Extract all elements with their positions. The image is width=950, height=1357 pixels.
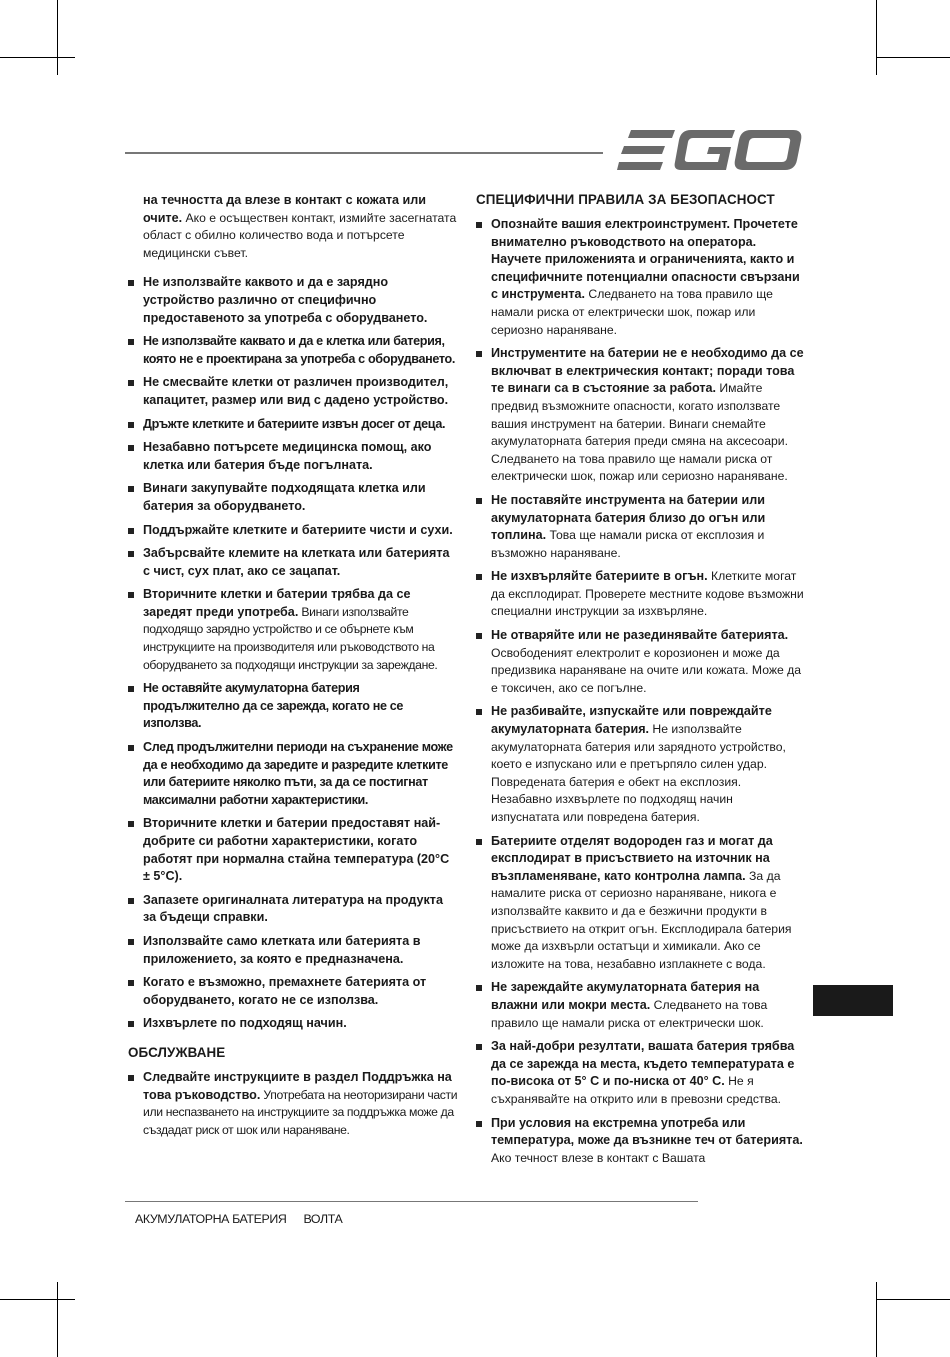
crop-mark: [0, 57, 75, 58]
list-item: [128, 274, 458, 327]
item-normal-text: Освободеният електролит е корозионен и може да предизвика нараняване на очите или кожата. Може да е токсичен, ако се погълне.: [491, 645, 802, 695]
bullet-icon: [476, 985, 482, 991]
list-item: [476, 1038, 804, 1108]
item-bold-text: Изхвърлете по подходящ начин.: [143, 1016, 347, 1031]
item-normal-text: Не използвайте акумулаторната батерия или зарядното устройство, което е изпускано или е претърпяло силен удар. Повредената батерия е обект на експлозия. Незабавно изхвърлете по подходящ начин изпуснатата или повредена батерия.: [491, 722, 786, 824]
item-bold-text: Не смесвайте клетки от различен производител, капацитет, размер или вид с дадено устройство.: [143, 375, 449, 407]
item-bold-text: Не зареждайте акумулаторната батерия на влажни или мокри места.: [491, 980, 760, 1012]
crop-mark: [876, 0, 877, 75]
bullet-icon: [476, 633, 482, 639]
item-normal-text: Ако е осъществен контакт, измийте засегнатата област с обилно количество вода и потърсете медицински съвет.: [143, 210, 457, 260]
bullet-icon: [128, 380, 134, 386]
crop-mark: [876, 57, 950, 58]
item-bold-text: Не използвайте каквато и да е клетка или батерия, която не е проектирана за употреба с оборудването.: [143, 334, 455, 366]
item-normal-text: Ако течност влезе в контакт с Вашата: [491, 1150, 706, 1165]
header-rule: [125, 152, 603, 154]
list-item: [128, 192, 458, 262]
list-item: [476, 703, 804, 826]
item-bold-text: След продължителни периоди на съхранение може да е необходимо да заредите и разредите клетките или батериите няколко пъти, за да се постигнат максимални работни характеристики.: [143, 740, 453, 807]
bullet-icon: [128, 551, 134, 557]
bullet-icon: [128, 686, 134, 692]
list-item: [128, 892, 458, 927]
bullet-icon: [476, 222, 482, 228]
list-item: [128, 480, 458, 515]
item-bold-text: Незабавно потърсете медицинска помощ, ако клетка или батерия бъде погълната.: [143, 440, 432, 472]
item-bold-text: Поддържайте клетките и батериите чисти и сухи.: [143, 522, 453, 537]
item-normal-text: За да намалите риска от сериозно нараняване, никога е използвайте каквито и да е безжични продукти в присъствието на открит огън. Експлодирала батерия може да изхвърли остатъци и химикали. Ако се изложите на това, незабавно изплакнете с вода.: [491, 868, 792, 971]
list-item: [128, 333, 458, 368]
bullet-icon: [128, 486, 134, 492]
list-item: [476, 627, 804, 697]
bullet-icon: [128, 821, 134, 827]
item-normal-text: Клетките могат да експлодират. Проверете местните кодове възможни специални инструкции за изхвърляне.: [491, 569, 804, 619]
item-normal-text: Следването на това правило ще намали риска от електрически шок, пожар или сериозно нараняване.: [491, 287, 773, 337]
bullet-icon: [128, 1075, 134, 1081]
item-normal-text: Употребата на неоторизирани части или неспазването на инструкциите за поддръжка може да създадат риск от шок или нараняване.: [143, 1087, 458, 1137]
list-item: [128, 974, 458, 1009]
bullet-icon: [476, 351, 482, 357]
bullet-icon: [128, 445, 134, 451]
item-bold-text: За най-добри резултати, вашата батерия трябва да се зарежда на места, където температурата е по-висока от 5° C и по-ниска от 40° C.: [491, 1039, 795, 1089]
section-heading-service: ОБСЛУЖВАНЕ: [128, 1044, 226, 1060]
bullet-icon: [128, 898, 134, 904]
list-item: [128, 545, 458, 580]
bullet-icon: [128, 1021, 134, 1027]
item-bold-text: Не изхвърляйте батериите в огън.: [491, 569, 708, 584]
bullet-icon: [476, 1044, 482, 1050]
item-normal-text: Винаги използвайте подходящо зарядно устройство и се обърнете към инструкциите на производителя или ръководството на оборудването за подходящи инструкции за зареждане.: [143, 604, 438, 672]
bullet-icon: [128, 745, 134, 751]
footer: [135, 1212, 356, 1226]
bullet-icon: [128, 280, 134, 286]
item-bold-text: Когато е възможно, премахнете батерията от оборудването, когато не се използва.: [143, 975, 427, 1007]
item-bold-text: Батериите отделят водороден газ и могат да експлодират в присъствието на източник на възпламеняване, като контролна лампа.: [491, 833, 773, 883]
list-item: [128, 680, 458, 733]
crop-mark: [57, 0, 58, 75]
list-item: [476, 492, 804, 562]
list-item: [128, 1015, 458, 1033]
bullet-icon: [476, 574, 482, 580]
list-item: [476, 345, 804, 486]
ego-logo: [617, 128, 803, 174]
item-bold-text: Следвайте инструкциите в раздел Поддръжка на това ръководство.: [143, 1069, 452, 1102]
crop-mark: [876, 1282, 877, 1357]
list-item: [128, 416, 458, 434]
section-heading-specific-rules: СПЕЦИФИЧНИ ПРАВИЛА ЗА БЕЗОПАСНОСТ: [476, 192, 775, 207]
item-normal-text: Това ще намали риска от експлозия и възможно нараняване.: [491, 528, 765, 560]
list-item: [476, 1115, 804, 1168]
bullet-icon: [476, 839, 482, 845]
bullet-icon: [128, 592, 134, 598]
bullet-icon: [128, 939, 134, 945]
bullet-icon: [476, 1121, 482, 1127]
crop-mark: [876, 1299, 950, 1300]
left-column: [128, 192, 458, 1145]
item-bold-text: Не оставяйте акумулаторна батерия продължително да се зарежда, когато не се използва.: [143, 681, 404, 731]
list-item: [128, 439, 458, 474]
item-bold-text: Вторичните клетки и батерии предоставят най-добрите си работни характеристики, когато работят при нормална стайна температура (20°C ± 5°C).: [143, 816, 450, 884]
item-bold-text: Използвайте само клетката или батерията в приложението, за която е предназначена.: [143, 933, 421, 966]
item-bold-text: на течността да влезе в контакт с кожата или очите.: [143, 193, 426, 225]
bullet-icon: [476, 498, 482, 504]
item-bold-text: Не разбивайте, изпускайте или повреждайте акумулаторната батерия.: [491, 704, 772, 737]
bullet-icon: [128, 422, 134, 428]
item-bold-text: Не отваряйте или не разединявайте батерията.: [491, 628, 789, 643]
item-bold-text: Опознайте вашия електроинструмент. Прочетете внимателно ръководството на оператора. Научете приложенията и ограниченията, както и специфичните потенциални опасности свързани с инструмента.: [491, 217, 800, 302]
list-item: [128, 933, 458, 968]
item-bold-text: Вторичните клетки и батерии трябва да се заредят преди употреба.: [143, 587, 411, 619]
list-item: [128, 815, 458, 885]
item-normal-text: Следването на това правило ще намали риска от електрически шок.: [491, 997, 768, 1030]
item-bold-text: Запазете оригиналната литература на продукта за бъдещи справки.: [143, 892, 443, 925]
bullet-icon: [476, 709, 482, 715]
item-bold-text: Дръжте клетките и батериите извън досег от деца.: [143, 416, 446, 431]
footer-product-label: АКУМУЛАТОРНА БАТЕРИЯ: [135, 1212, 287, 1226]
footer-unit-label: ВОЛТА: [303, 1212, 343, 1226]
item-bold-text: Забърсвайте клемите на клетката или батерията с чист, сух плат, ако се зацапат.: [143, 546, 450, 578]
list-item: [128, 739, 458, 809]
crop-mark: [0, 1299, 75, 1300]
language-tab: [813, 985, 893, 1016]
item-bold-text: При условия на екстремна употреба или температура, може да възникне теч от батерията.: [491, 1115, 803, 1148]
list-item: [128, 586, 458, 674]
item-bold-text: Инструментите на батерии не е необходимо да се включват в електрическия контакт; поради това те винаги са в състояние за работа.: [491, 346, 804, 396]
list-item: [128, 1069, 458, 1139]
item-bold-text: Не използвайте каквото и да е зарядно устройство различно от специфично предоставеното за употреба с оборудването.: [143, 275, 428, 325]
item-normal-text: Не я съхранявайте на открито или в превозни средства.: [491, 1074, 782, 1106]
list-item: [476, 833, 804, 974]
item-normal-text: Имайте предвид възможните опасности, когато използвате вашия инструмент на батерии. Винаги снемайте акумулаторната батерия преди смяна на аксесоари. Следването на това правило ще намали риска от електрически шок, пожар или сериозно нараняване.: [491, 381, 788, 484]
list-item: [476, 568, 804, 621]
list-item: [128, 374, 458, 409]
bullet-icon: [128, 339, 134, 345]
footer-rule: [125, 1201, 698, 1202]
item-bold-text: Винаги закупувайте подходящата клетка или батерия за оборудването.: [143, 481, 426, 513]
bullet-icon: [128, 528, 134, 534]
list-item: [128, 522, 458, 540]
crop-mark: [57, 1282, 58, 1357]
list-item: [476, 216, 804, 339]
right-column: [476, 192, 804, 1173]
item-bold-text: Не поставяйте инструмента на батерии или акумулаторната батерия близо до огън или топлина.: [491, 492, 766, 543]
bullet-icon: [128, 980, 134, 986]
list-item: [476, 979, 804, 1032]
